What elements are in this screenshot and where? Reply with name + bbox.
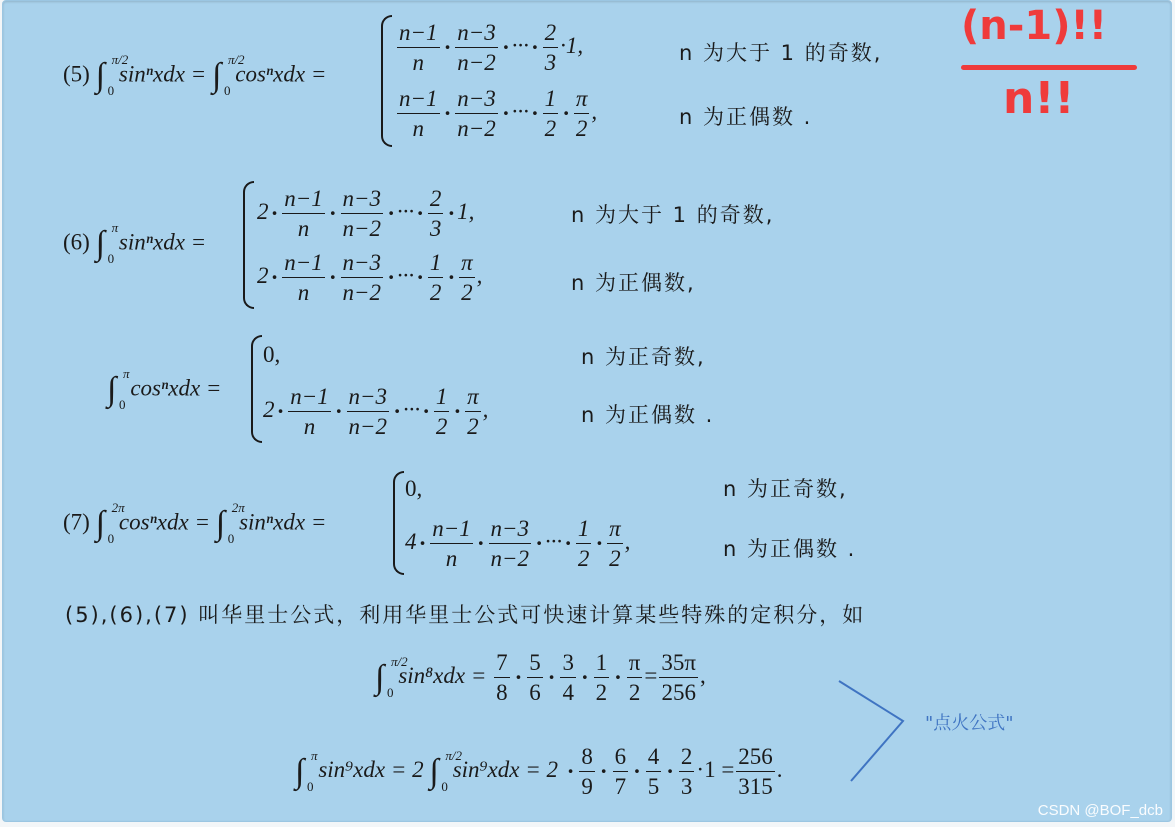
formula-6-lhs — [63, 220, 207, 266]
integrand: sinⁿxdx = — [239, 509, 327, 535]
book-page — [2, 0, 1172, 822]
handwritten-red-denominator: n!! — [1003, 73, 1075, 124]
condition-text: n 为正偶数 . — [723, 537, 857, 561]
condition-text: n 为大于 1 的奇数, — [571, 203, 775, 227]
formula-label: (6) — [63, 229, 90, 255]
integral-sign: ∫ π 0 — [295, 747, 318, 794]
integrand: sinⁿxdx = — [118, 229, 207, 255]
case-brace — [243, 181, 254, 309]
condition-text: n 为正奇数, — [581, 345, 706, 369]
integrand: cosⁿxdx = — [118, 509, 210, 535]
condition-text: n 为正偶数 . — [581, 403, 715, 427]
result-numerator: 256 — [736, 745, 775, 772]
condition-text: n 为正偶数 . — [679, 105, 813, 129]
formula-6b-lhs — [107, 366, 222, 412]
formula-6b-case2: 2 · $\frac{n-1}{n}$ · $\frac{n-3}{n-2}$ · ··· · $\frac{1}{2}$ · $\frac{\pi}{2}$ , — [263, 384, 489, 439]
integral-sign: ∫ 2π 0 — [215, 500, 245, 546]
integrand: cosⁿxdx = — [130, 375, 222, 401]
handwritten-arrow-icon — [835, 677, 915, 787]
integrand: sin⁸xdx = — [398, 662, 487, 688]
formula-label: (5) — [63, 61, 90, 87]
integral-sign: ∫ 2π 0 — [95, 500, 125, 546]
result-numerator: 35π — [659, 651, 698, 678]
formula-7-lhs — [63, 500, 327, 546]
watermark: CSDN @BOF_dcb — [1037, 802, 1163, 819]
handwritten-blue-note: "点火公式" — [925, 713, 1014, 734]
result-denominator: 315 — [738, 774, 773, 799]
integrand: cosⁿxdx = — [235, 61, 327, 87]
integral-sign: ∫ π/2 0 — [211, 52, 245, 98]
case-brace — [381, 15, 392, 147]
integral-sign: ∫ π/2 0 — [95, 52, 129, 98]
formula-5-case1: $\frac{n-1}{n}$ · $\frac{n-3}{n-2}$ · ··· · $\frac{2}{3}$ ·1, — [399, 20, 584, 75]
body-text: (5),(6),(7) 叫华里士公式，利用华里士公式可快速计算某些特殊的定积分，如 — [65, 603, 866, 627]
case-brace — [393, 471, 404, 575]
formula-5-case2: $\frac{n-1}{n}$ · $\frac{n-3}{n-2}$ · ··· · $\frac{1}{2}$ · $\frac{\pi}{2}$ , — [399, 86, 598, 141]
case-brace — [251, 335, 262, 443]
condition-text: n 为正奇数, — [723, 477, 848, 501]
condition-text: n 为正偶数, — [571, 271, 696, 295]
handwritten-red-numerator: (n-1)!! — [961, 3, 1107, 49]
formula-7-case2: 4 · $\frac{n-1}{n}$ · $\frac{n-3}{n-2}$ · ··· · $\frac{1}{2}$ · $\frac{\pi}{2}$ , — [405, 516, 631, 571]
result-denominator: 256 — [661, 680, 696, 705]
formula-5-lhs — [63, 52, 327, 98]
handwritten-fraction-bar — [961, 65, 1137, 70]
integrand: sin⁹xdx = 2 — [318, 756, 424, 782]
formula-6-case1: 2 · $\frac{n-1}{n}$ · $\frac{n-3}{n-2}$ · ··· · $\frac{2}{3}$ · 1, — [257, 186, 475, 241]
case-tail: ·1, — [560, 32, 584, 58]
case-value: 0, — [405, 476, 423, 501]
example-1: ∫ π/2 0 sin⁸xdx = $\frac{7}{8}$ · $\frac{5}{6}$ · $\frac{3}{4}$ · $\frac{1}{2}$ · $\frac{\pi}{2}$ = $\frac{35\pi}{256}$ , — [375, 650, 706, 705]
case-value: 0, — [263, 342, 281, 367]
integrand: sin⁹xdx = 2 — [452, 756, 558, 782]
example-2: ∫ π 0 sin⁹xdx = 2 ∫ π/2 0 sin⁹xdx = 2 · $\frac{8}{9}$ · $\frac{6}{7}$ · $\frac{4}{5}$ · $\frac{2}{3}$ ·1 = $\frac{256}{315}$ . — [295, 744, 783, 799]
integral-sign: ∫ π 0 — [107, 366, 130, 412]
integral-sign: ∫ π 0 — [95, 220, 119, 266]
formula-label: (7) — [63, 509, 90, 535]
condition-text: n 为大于 1 的奇数, — [679, 41, 883, 65]
integrand: sinⁿxdx = — [118, 61, 207, 87]
example-tail: ·1 = — [696, 756, 735, 782]
integral-sign: ∫ π/2 0 — [429, 747, 462, 794]
integral-sign: ∫ π/2 0 — [375, 653, 408, 700]
formula-6-case2: 2 · $\frac{n-1}{n}$ · $\frac{n-3}{n-2}$ · ··· · $\frac{1}{2}$ · $\frac{\pi}{2}$ , — [257, 250, 483, 305]
